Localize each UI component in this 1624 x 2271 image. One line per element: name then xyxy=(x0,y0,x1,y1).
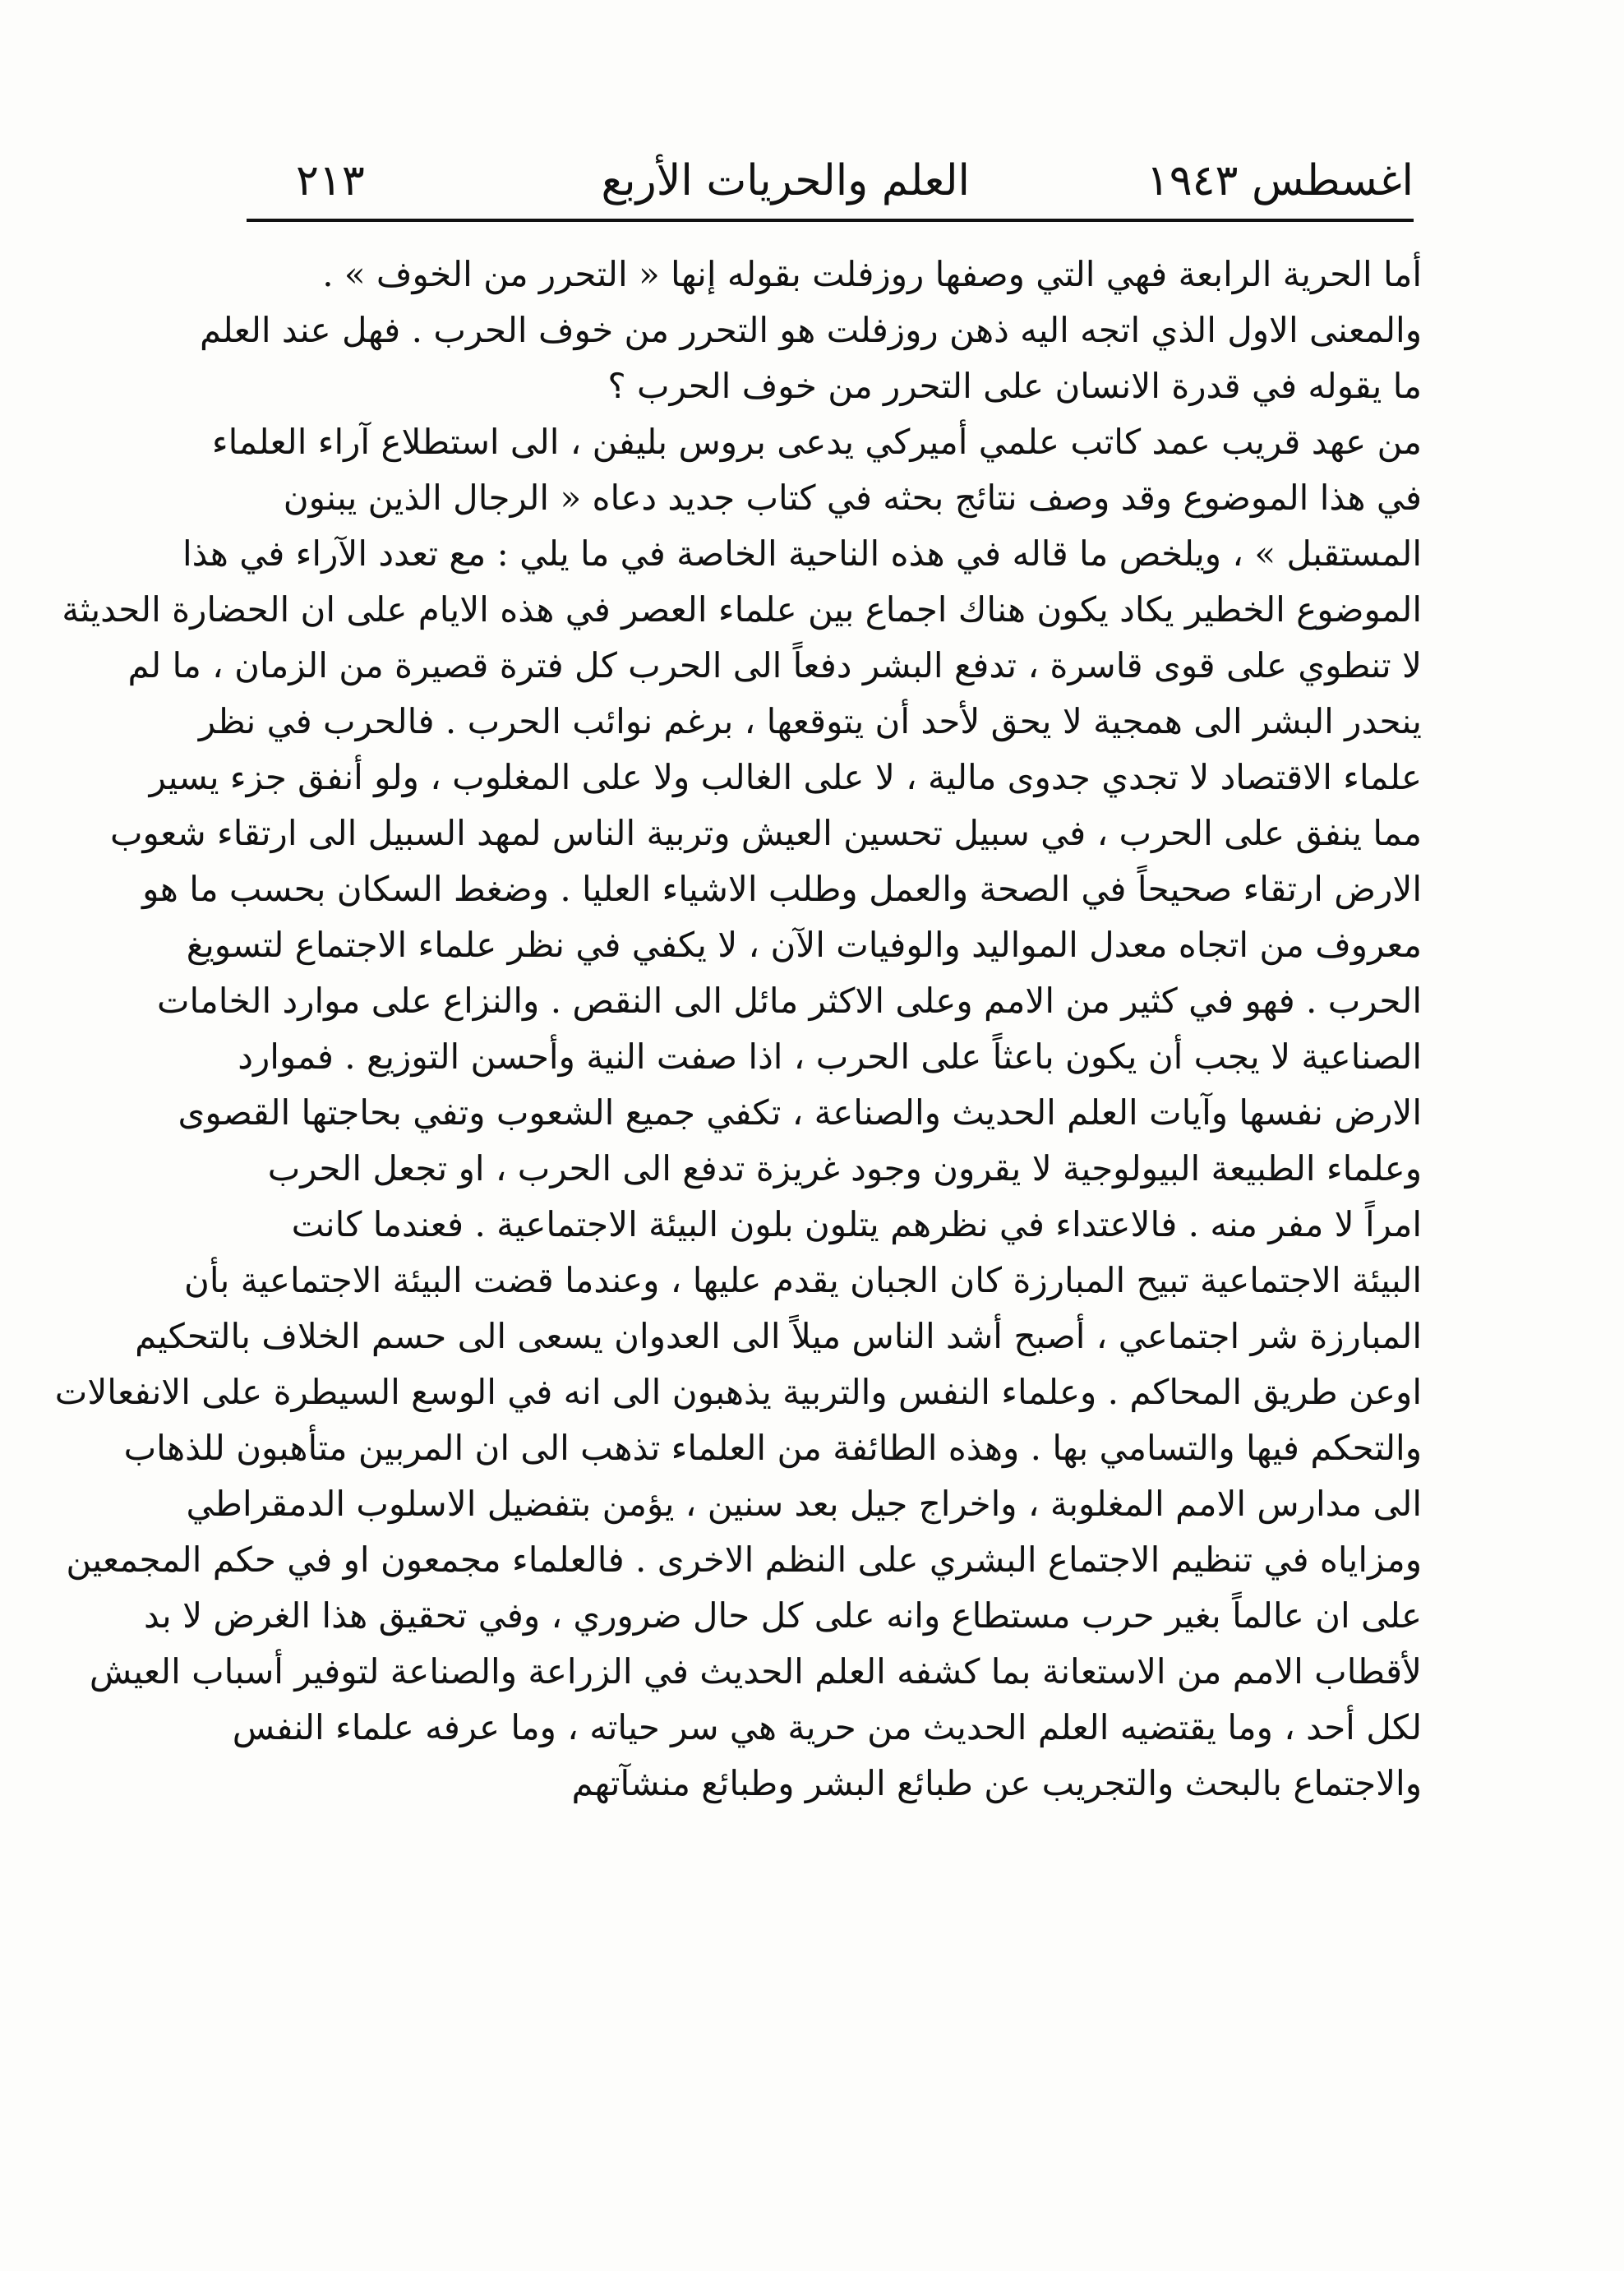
text-line: وعلماء الطبيعة البيولوجية لا يقرون وجود غريزة تدفع الى الحرب ، او تجعل الحرب xyxy=(267,1148,1422,1189)
header-rule xyxy=(247,219,1414,222)
text-line: لا تنطوي على قوى قاسرة ، تدفع البشر دفعاً الى الحرب كل فترة قصيرة من الزمان ، ما لم xyxy=(127,645,1422,685)
text-line: لكل أحد ، وما يقتضيه العلم الحديث من حرية هي سر حياته ، وما عرفه علماء النفس xyxy=(232,1707,1422,1747)
text-line: لأقطاب الامم من الاستعانة بما كشفه العلم الحديث في الزراعة والصناعة لتوفير أسباب العيش xyxy=(89,1651,1422,1692)
text-line: علماء الاقتصاد لا تجدي جدوى مالية ، لا على الغالب ولا على المغلوب ، ولو أنفق جزء يسير xyxy=(149,757,1422,797)
header-title: العلم والحريات الأربع xyxy=(601,156,970,205)
text-line: معروف من اتجاه معدل المواليد والوفيات الآن ، لا يكفي في نظر علماء الاجتماع لتسويغ xyxy=(186,925,1422,965)
text-line: المستقبل » ، ويلخص ما قاله في هذه الناحية الخاصة في ما يلي : مع تعدد الآراء في هذا xyxy=(182,533,1422,574)
text-line: الارض ارتقاء صحيحاً في الصحة والعمل وطلب الاشياء العليا . وضغط السكان بحسب ما هو xyxy=(142,869,1422,909)
text-line: الارض نفسها وآيات العلم الحديث والصناعة ، تكفي جميع الشعوب وتفي بحاجتها القصوى xyxy=(178,1092,1422,1133)
text-line: ما يقوله في قدرة الانسان على التحرر من خوف الحرب ؟ xyxy=(607,366,1422,406)
text-line: ينحدر البشر الى همجية لا يحق لأحد أن يتوقعها ، برغم نوائب الحرب . فالحرب في نظر xyxy=(198,701,1422,741)
text-line: من عهد قريب عمد كاتب علمي أميركي يدعى بروس بليفن ، الى استطلاع آراء العلماء xyxy=(211,422,1422,462)
text-line: الموضوع الخطير يكاد يكون هناك اجماع بين علماء العصر في هذه الايام على ان الحضارة الحديثة xyxy=(62,589,1422,630)
text-line: أما الحرية الرابعة فهي التي وصفها روزفلت بقوله إنها « التحرر من الخوف » . xyxy=(322,254,1422,294)
text-line: ومزاياه في تنظيم الاجتماع البشري على النظم الاخرى . فالعلماء مجمعون او في حكم المجمعين xyxy=(66,1539,1422,1580)
text-line: الى مدارس الامم المغلوبة ، واخراج جيل بعد سنين ، يؤمن بتفضيل الاسلوب الدمقراطي xyxy=(186,1484,1422,1524)
text-line: مما ينفق على الحرب ، في سبيل تحسين العيش وتربية الناس لمهد السبيل الى ارتقاء شعوب xyxy=(110,813,1422,853)
text-line: الصناعية لا يجب أن يكون باعثاً على الحرب ، اذا صفت النية وأحسن التوزيع . فموارد xyxy=(238,1036,1422,1077)
text-line: والمعنى الاول الذي اتجه اليه ذهن روزفلت هو التحرر من خوف الحرب . فهل عند العلم xyxy=(199,310,1422,350)
header-date: اغسطس ١٩٤٣ xyxy=(1146,156,1414,205)
text-line: على ان عالماً بغير حرب مستطاع وانه على كل حال ضروري ، وفي تحقيق هذا الغرض لا بد xyxy=(144,1595,1422,1636)
running-header xyxy=(247,148,1414,214)
text-line: الحرب . فهو في كثير من الامم وعلى الاكثر مائل الى النقص . والنزاع على موارد الخامات xyxy=(156,981,1422,1021)
text-line: امراً لا مفر منه . فالاعتداء في نظرهم يتلون بلون البيئة الاجتماعية . فعندما كانت xyxy=(291,1204,1422,1244)
text-line: اوعن طريق المحاكم . وعلماء النفس والتربية يذهبون الى انه في الوسع السيطرة على الانفعالات xyxy=(54,1372,1422,1412)
text-line: البيئة الاجتماعية تبيح المبارزة كان الجبان يقدم عليها ، وعندما قضت البيئة الاجتماعية بأن xyxy=(184,1260,1422,1300)
page-number: ٢١٣ xyxy=(296,156,365,205)
text-line: والاجتماع بالبحث والتجريب عن طبائع البشر وطبائع منشآتهم xyxy=(571,1763,1422,1803)
text-line: في هذا الموضوع وقد وصف نتائج بحثه في كتاب جديد دعاه « الرجال الذين يبنون xyxy=(283,478,1422,518)
article-body xyxy=(54,247,1422,1812)
text-line: المبارزة شر اجتماعي ، أصبح أشد الناس ميلاً الى العدوان يسعى الى حسم الخلاف بالتحكيم xyxy=(135,1316,1422,1356)
text-line: والتحكم فيها والتسامي بها . وهذه الطائفة من العلماء تذهب الى ان المربين متأهبون للذهاب xyxy=(123,1428,1422,1468)
